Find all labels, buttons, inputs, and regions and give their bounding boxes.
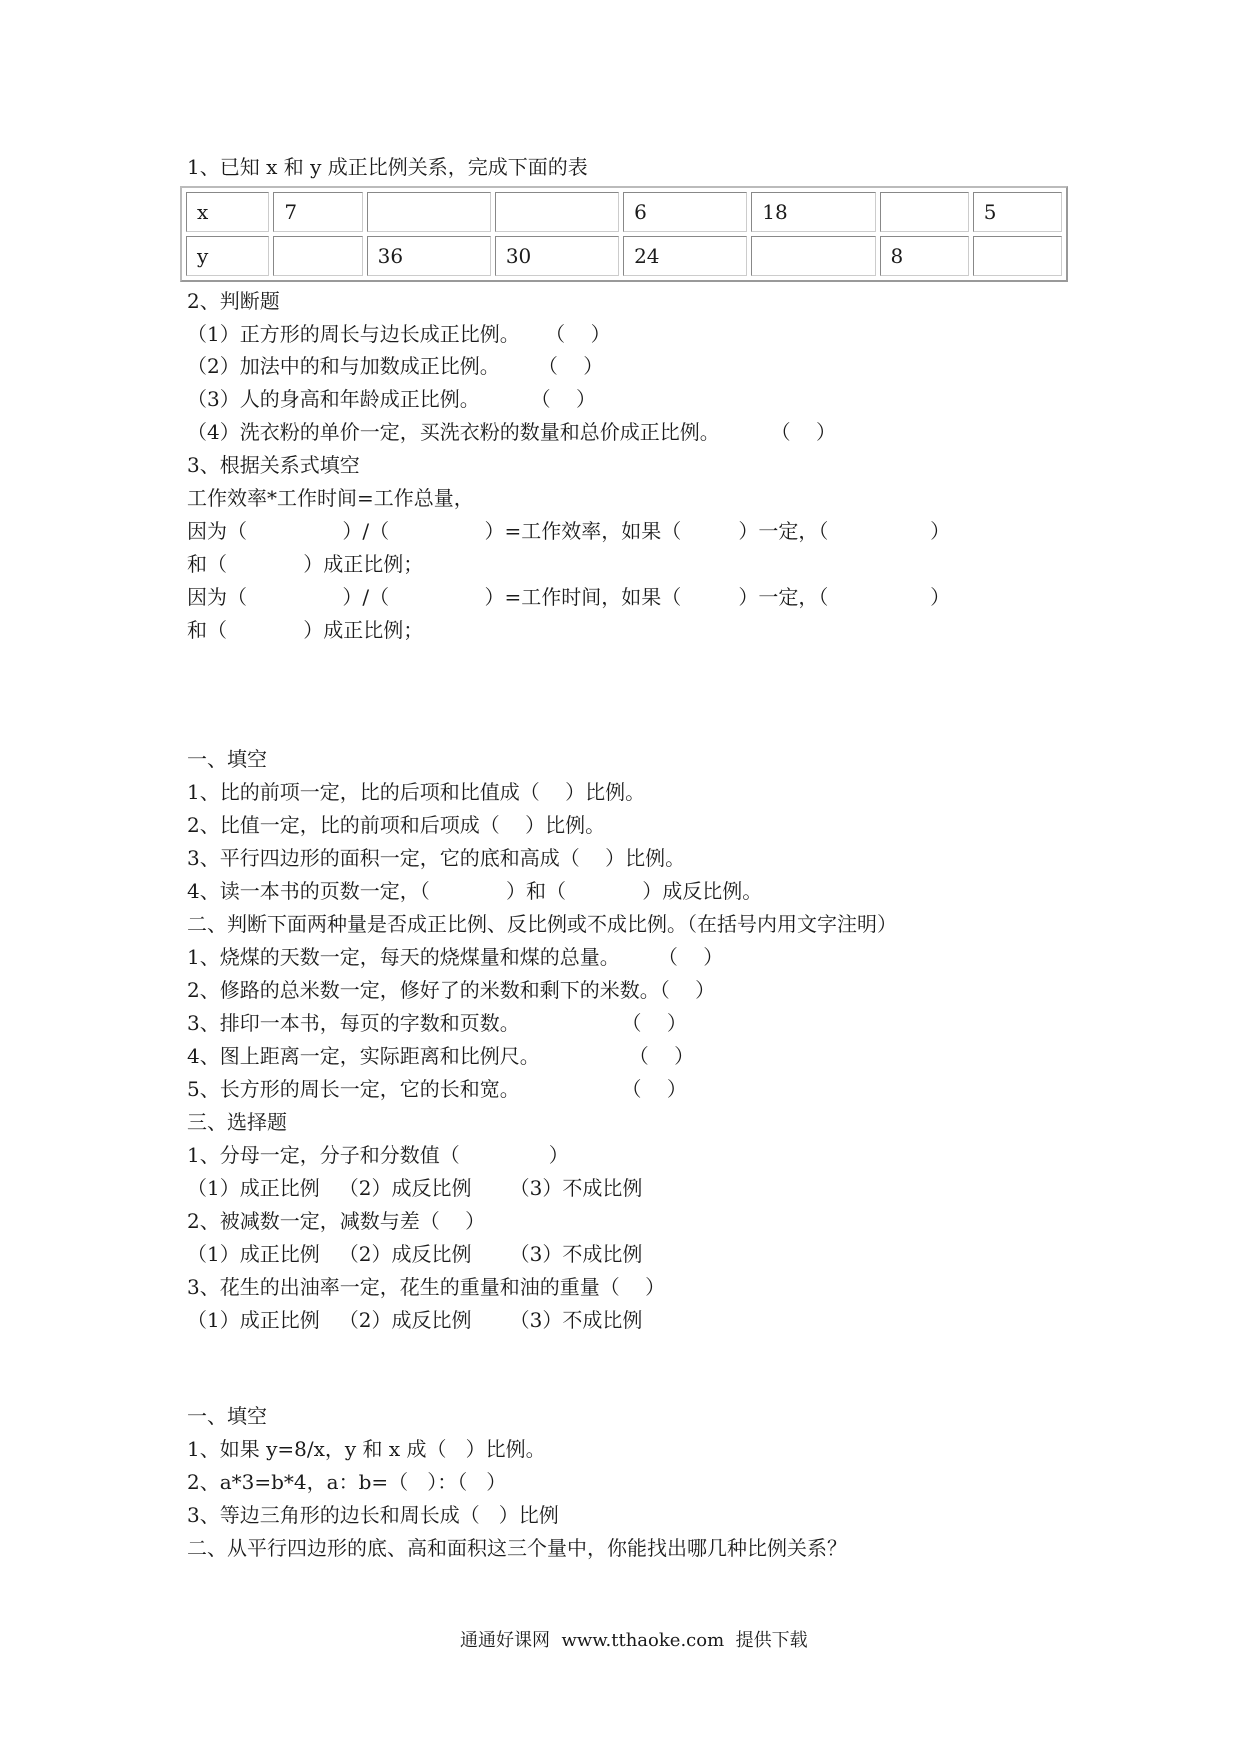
question-line: 和（ ）成正比例； [187, 618, 424, 642]
section-heading: 3、根据关系式填空 [187, 453, 360, 477]
section-heading: 一、填空 [187, 1404, 267, 1428]
table-cell [495, 192, 619, 232]
table-cell [880, 192, 969, 232]
question-line: 3、等边三角形的边长和周长成（ ）比例 [187, 1503, 559, 1527]
question-line: 3、排印一本书，每页的字数和页数。 （ ） [187, 1011, 687, 1035]
table-cell: 7 [273, 192, 362, 232]
table-cell: x [186, 192, 269, 232]
question-line: 1、烧煤的天数一定，每天的烧煤量和煤的总量。 （ ） [187, 945, 724, 969]
table-cell: 5 [973, 192, 1062, 232]
section-heading: 一、填空 [187, 747, 267, 771]
table-row [186, 192, 1062, 232]
section-heading: 二、判断下面两种量是否成正比例、反比例或不成比例。（在括号内用文字注明） [187, 912, 897, 936]
question-line: 3、花生的出油率一定，花生的重量和油的重量（ ） [187, 1275, 666, 1299]
table-cell [367, 192, 491, 232]
table-cell: 8 [880, 236, 969, 276]
question-line: （4）洗衣粉的单价一定，买洗衣粉的数量和总价成正比例。 （ ） [187, 420, 837, 444]
question-line: 1、分母一定，分子和分数值（ ） [187, 1143, 569, 1167]
section-heading: 2、判断题 [187, 289, 280, 313]
choice-line: （1）成正比例 （2）成反比例 （3）不成比例 [187, 1308, 643, 1332]
question-line: 2、被减数一定，减数与差（ ） [187, 1209, 486, 1233]
question-line: （3）人的身高和年龄成正比例。 （ ） [187, 387, 597, 411]
table-row [186, 236, 1062, 276]
question-line: 因为（ ）/（ ）=工作效率，如果（ ）一定，（ ） [187, 519, 951, 543]
question-line: 5、长方形的周长一定，它的长和宽。 （ ） [187, 1077, 687, 1101]
question-line: 4、图上距离一定，实际距离和比例尺。 （ ） [187, 1044, 695, 1068]
question-line: （2）加法中的和与加数成正比例。 （ ） [187, 354, 604, 378]
section-heading: 三、选择题 [187, 1110, 287, 1134]
table-cell: 6 [623, 192, 747, 232]
table-cell: 36 [367, 236, 491, 276]
xy-table [180, 186, 1068, 282]
table-cell: 30 [495, 236, 619, 276]
table-cell: 18 [751, 192, 875, 232]
table-cell [973, 236, 1062, 276]
question-line: 1、如果 y=8/x，y 和 x 成（ ）比例。 [187, 1437, 546, 1461]
table-cell [273, 236, 362, 276]
question-line: 4、读一本书的页数一定，（ ）和（ ）成反比例。 [187, 879, 763, 903]
question-line: 因为（ ）/（ ）=工作时间，如果（ ）一定，（ ） [187, 585, 951, 609]
question-line: 3、平行四边形的面积一定，它的底和高成（ ）比例。 [187, 846, 686, 870]
choice-line: （1）成正比例 （2）成反比例 （3）不成比例 [187, 1242, 643, 1266]
table-cell: y [186, 236, 269, 276]
formula-line: 工作效率*工作时间=工作总量， [187, 486, 474, 510]
question-line: 2、修路的总米数一定，修好了的米数和剩下的米数。（ ） [187, 978, 716, 1002]
question-line: 二、从平行四边形的底、高和面积这三个量中，你能找出哪几种比例关系？ [187, 1536, 847, 1560]
question-line: （1）正方形的周长与边长成正比例。 （ ） [187, 322, 611, 346]
question-line: 和（ ）成正比例； [187, 552, 424, 576]
question-line: 2、比值一定，比的前项和后项成（ ）比例。 [187, 813, 606, 837]
question-line: 1、比的前项一定，比的后项和比值成（ ）比例。 [187, 780, 646, 804]
footer-text: 通通好课网 www.tthaoke.com 提供下载 [460, 1630, 808, 1651]
table-cell [751, 236, 875, 276]
choice-line: （1）成正比例 （2）成反比例 （3）不成比例 [187, 1176, 643, 1200]
q1-title: 1、已知 x 和 y 成正比例关系，完成下面的表 [187, 155, 588, 179]
question-line: 2、a*3=b*4，a：b=（ ）：（ ） [187, 1470, 507, 1494]
table-cell: 24 [623, 236, 747, 276]
